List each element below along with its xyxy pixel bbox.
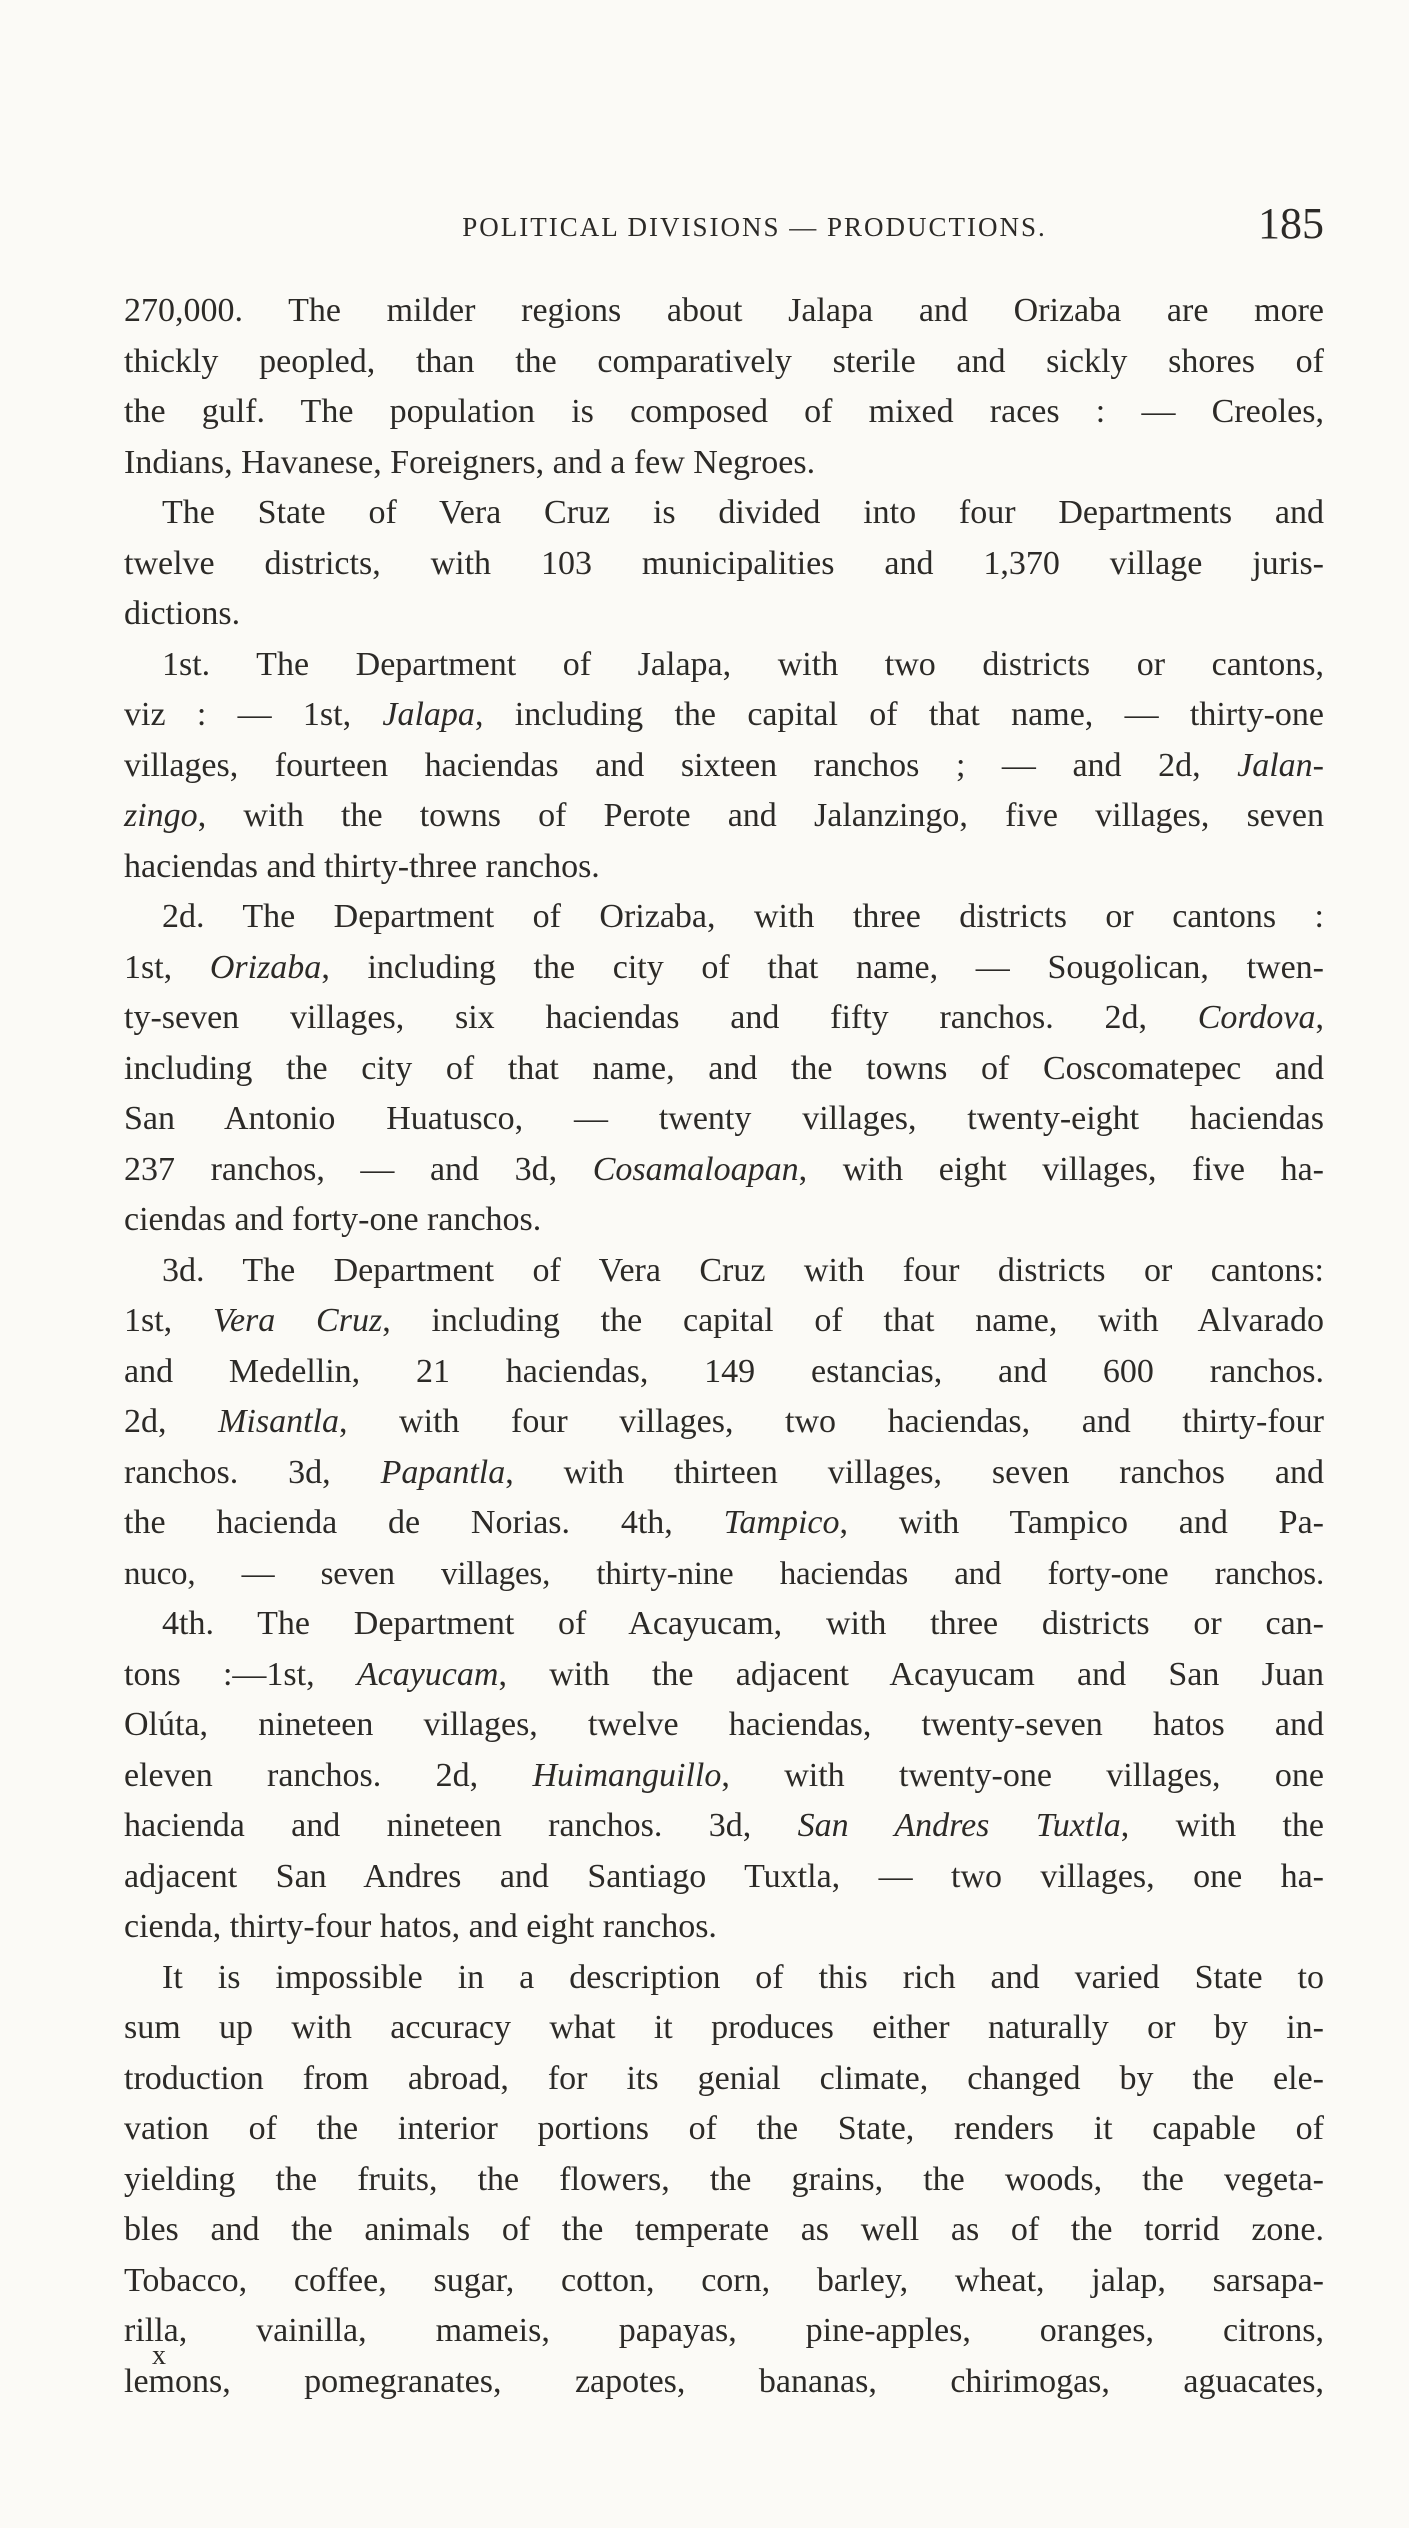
text-line — [124, 2357, 1324, 2408]
text-run: 2d, — [124, 1403, 219, 1440]
italic-place-name: Orizaba — [209, 948, 322, 986]
text-run: and Medellin, 21 haciendas, 149 estancias, and 600 ranchos. — [124, 1352, 1324, 1390]
text-run: , with the towns of Perote and Jalanzingo, five villages, seven — [197, 797, 1324, 834]
text-line — [124, 1094, 1324, 1145]
text-line — [124, 1852, 1324, 1903]
text-run: It is impossible in a description of this rich and varied State to — [162, 1958, 1324, 1996]
text-line — [124, 1953, 1324, 2004]
text-line — [124, 1700, 1324, 1751]
text-run: yielding the fruits, the flowers, the grains, the woods, the vegeta- — [124, 2160, 1324, 2198]
text-run: 1st, — [124, 948, 210, 986]
italic-place-name: Cordova — [1197, 999, 1316, 1036]
text-run: Indians, Havanese, Foreigners, and a few Negroes. — [124, 443, 816, 481]
text-line — [124, 286, 1324, 337]
text-line — [124, 690, 1324, 741]
text-line — [124, 488, 1324, 539]
text-run: San Antonio Huatusco, — twenty villages, twenty-eight haciendas — [124, 1100, 1324, 1137]
text-line — [124, 2256, 1324, 2307]
italic-place-name: Papantla — [380, 1453, 506, 1491]
italic-place-name: Jalapa — [382, 696, 475, 733]
text-run: 2d. The Department of Orizaba, with three districts or cantons : — [162, 898, 1324, 935]
text-run: The State of Vera Cruz is divided into four Departments and — [162, 494, 1324, 531]
running-head: POLITICAL DIVISIONS — PRODUCTIONS. — [462, 212, 1047, 242]
text-line — [124, 1549, 1324, 1600]
text-run: 1st. The Department of Jalapa, with two districts or cantons, — [162, 645, 1324, 683]
text-run: including the city of that name, and the towns of Coscomatepec and — [124, 1049, 1324, 1087]
text-line — [124, 993, 1324, 1044]
text-line — [124, 387, 1324, 438]
text-run: hacienda and nineteen ranchos. 3d, — [124, 1807, 798, 1844]
text-run: ranchos. 3d, — [124, 1453, 381, 1491]
text-line — [124, 539, 1324, 590]
text-line — [124, 2306, 1324, 2357]
text-line — [124, 1650, 1324, 1701]
text-line — [124, 1296, 1324, 1347]
text-run: rilla, vainilla, mameis, papayas, pine-apples, oranges, citrons, — [124, 2312, 1324, 2349]
text-run: the hacienda de Norias. 4th, — [124, 1504, 724, 1541]
text-line — [124, 1498, 1324, 1549]
page-number: 185 — [1258, 199, 1324, 248]
text-run: , with the — [1120, 1807, 1324, 1844]
text-run: dictions. — [124, 595, 241, 632]
italic-place-name: Acayucam — [356, 1655, 499, 1693]
text-line — [124, 1801, 1324, 1852]
text-line — [124, 2104, 1324, 2155]
text-run: 3d. The Department of Vera Cruz with four districts or cantons: — [162, 1251, 1324, 1289]
text-line — [124, 791, 1324, 842]
text-run: adjacent San Andres and Santiago Tuxtla, — two villages, one ha- — [124, 1857, 1324, 1895]
text-run: tons :—1st, — [124, 1655, 357, 1693]
text-run: , including the capital of that name, — thirty-one — [474, 696, 1324, 733]
text-run: 237 ranchos, — and 3d, — [124, 1150, 593, 1188]
text-line — [124, 1751, 1324, 1802]
text-run: lemons, pomegranates, zapotes, bananas, chirimogas, aguacates, — [124, 2362, 1324, 2400]
signature-mark: x — [152, 2340, 166, 2371]
text-run: , with eight villages, five ha- — [798, 1150, 1324, 1188]
text-run: , with four villages, two haciendas, and thirty-four — [338, 1403, 1324, 1440]
text-run: Olúta, nineteen villages, twelve haciendas, twenty-seven hatos and — [124, 1706, 1324, 1743]
text-line — [124, 1347, 1324, 1398]
text-line — [124, 589, 1324, 640]
text-run: 1st, — [124, 1302, 213, 1339]
italic-place-name: Jalan- — [1237, 746, 1324, 784]
text-run: , — [1315, 999, 1324, 1036]
text-line — [124, 2155, 1324, 2206]
italic-place-name: Vera Cruz — [212, 1302, 383, 1339]
italic-place-name: Huimanguillo — [532, 1756, 722, 1794]
text-run: twelve districts, with 103 municipalities and 1,370 village juris- — [124, 544, 1324, 582]
text-run: 270,000. The milder regions about Jalapa and Orizaba are more — [124, 292, 1324, 329]
text-run: , including the capital of that name, with Alvarado — [382, 1302, 1324, 1339]
text-run: vation of the interior portions of the State, renders it capable of — [124, 2110, 1324, 2147]
italic-place-name: San Andres Tuxtla — [797, 1807, 1121, 1844]
text-run: , including the city of that name, — Sougolican, twen- — [321, 948, 1324, 986]
text-line — [124, 2054, 1324, 2105]
text-run: thickly peopled, than the comparatively sterile and sickly shores of — [124, 342, 1324, 380]
text-line — [124, 943, 1324, 994]
text-run: , with twenty-one villages, one — [721, 1756, 1324, 1794]
text-line — [124, 1044, 1324, 1095]
text-run: haciendas and thirty-three ranchos. — [124, 847, 600, 885]
text-run: ciendas and forty-one ranchos. — [124, 1201, 542, 1238]
text-line — [124, 1246, 1324, 1297]
italic-place-name: Cosamaloapan — [592, 1150, 799, 1188]
text-line — [124, 1599, 1324, 1650]
italic-place-name: Misantla — [218, 1403, 339, 1440]
text-run: cienda, thirty-four hatos, and eight ranchos. — [124, 1908, 717, 1945]
italic-place-name: zingo — [124, 797, 198, 834]
text-line — [124, 2205, 1324, 2256]
text-line — [124, 1902, 1324, 1953]
italic-place-name: Tampico — [723, 1504, 840, 1541]
text-run: nuco, — seven villages, thirty-nine haciendas and forty-one ranchos. — [124, 1555, 1324, 1592]
page-header — [185, 198, 1324, 258]
text-run: , with Tampico and Pa- — [839, 1504, 1325, 1541]
text-line — [124, 842, 1324, 893]
text-line — [124, 640, 1324, 691]
text-run: sum up with accuracy what it produces either naturally or by in- — [124, 2009, 1324, 2046]
text-run: the gulf. The population is composed of mixed races : — Creoles, — [124, 393, 1324, 430]
text-run: villages, fourteen haciendas and sixteen ranchos ; — and 2d, — [124, 746, 1238, 784]
text-line — [124, 2003, 1324, 2054]
text-run: troduction from abroad, for its genial climate, changed by the ele- — [124, 2059, 1324, 2097]
text-line — [124, 1195, 1324, 1246]
text-line — [124, 1397, 1324, 1448]
text-run: bles and the animals of the temperate as well as of the torrid zone. — [124, 2211, 1324, 2248]
text-line — [124, 1448, 1324, 1499]
text-run: ty-seven villages, six haciendas and fifty ranchos. 2d, — [124, 999, 1198, 1036]
text-run: viz : — 1st, — [124, 696, 383, 733]
text-run: eleven ranchos. 2d, — [124, 1756, 533, 1794]
text-line — [124, 741, 1324, 792]
text-line — [124, 1145, 1324, 1196]
text-run: 4th. The Department of Acayucam, with three districts or can- — [162, 1605, 1324, 1642]
text-line — [124, 892, 1324, 943]
text-line — [124, 438, 1324, 489]
body-text — [124, 286, 1324, 2407]
text-line — [124, 337, 1324, 388]
text-run: Tobacco, coffee, sugar, cotton, corn, barley, wheat, jalap, sarsapa- — [124, 2261, 1324, 2299]
text-run: , with the adjacent Acayucam and San Juan — [498, 1655, 1324, 1693]
text-run: , with thirteen villages, seven ranchos and — [505, 1453, 1324, 1491]
